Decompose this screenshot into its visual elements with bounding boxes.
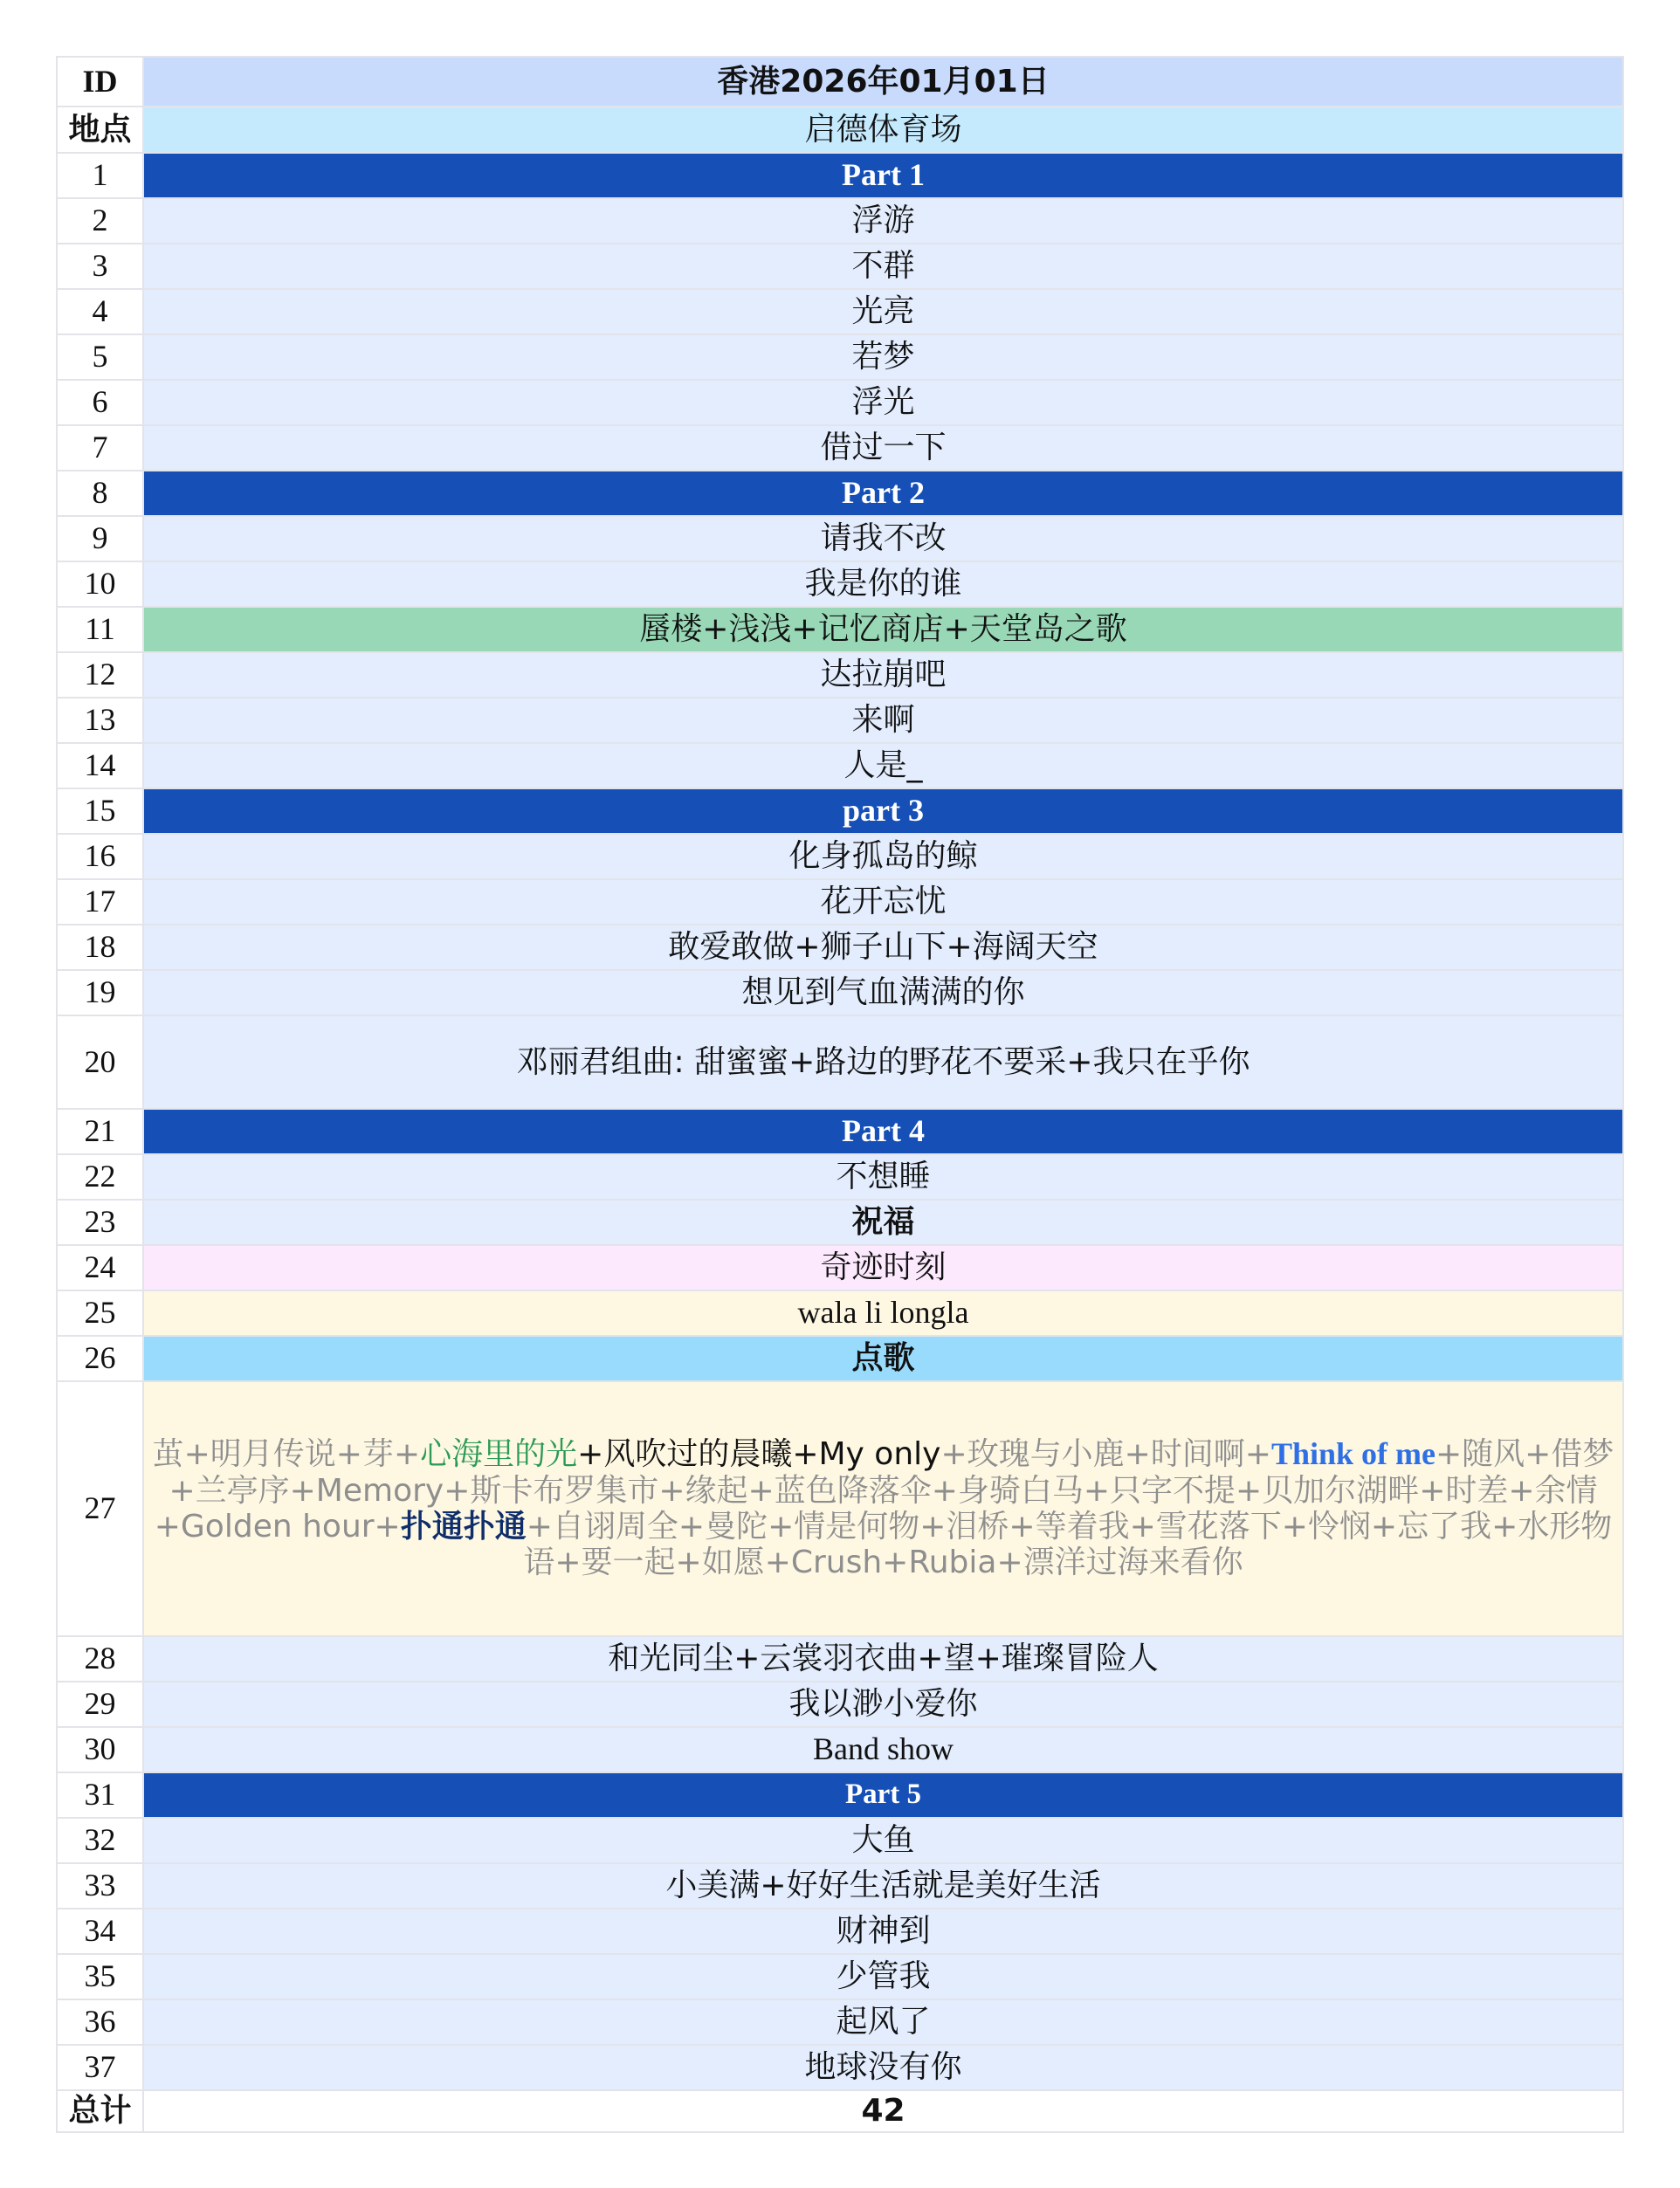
setlist-row — [57, 834, 1623, 879]
setlist-row — [57, 970, 1623, 1015]
setlist-row — [57, 1682, 1623, 1727]
row-id: 36 — [57, 1999, 143, 2045]
row-id: 9 — [57, 516, 143, 561]
part-header-row — [57, 471, 1623, 516]
setlist-row — [57, 607, 1623, 652]
setlist-row — [57, 1290, 1623, 1336]
song-title: 想见到气血满满的你 — [143, 970, 1623, 1015]
setlist-row — [57, 1909, 1623, 1954]
row-id: 19 — [57, 970, 143, 1015]
part-title: Part 5 — [143, 1772, 1623, 1818]
song-title: 化身孤岛的鲸 — [143, 834, 1623, 879]
request-segment: Think of me — [1270, 1436, 1436, 1472]
row-id: 34 — [57, 1909, 143, 1954]
row-id: 14 — [57, 743, 143, 788]
setlist-row — [57, 425, 1623, 471]
part-title: Part 4 — [143, 1109, 1623, 1154]
row-id: 29 — [57, 1682, 143, 1727]
row-id: 20 — [57, 1015, 143, 1109]
setlist-row — [57, 244, 1623, 289]
setlist-row — [57, 2045, 1623, 2090]
setlist-row — [57, 1336, 1623, 1381]
row-id: 30 — [57, 1727, 143, 1772]
setlist-row — [57, 516, 1623, 561]
request-segment: +玫瑰与小鹿+时间啊+ — [940, 1436, 1271, 1473]
total-label: 总计 — [57, 2090, 143, 2132]
song-title: 不群 — [143, 244, 1623, 289]
venue-name: 启德体育场 — [143, 107, 1623, 153]
setlist-row — [57, 1954, 1623, 1999]
song-title: 小美满+好好生活就是美好生活 — [143, 1863, 1623, 1909]
setlist-row — [57, 561, 1623, 607]
part-title: Part 1 — [143, 153, 1623, 198]
setlist-row — [57, 1154, 1623, 1200]
row-id: 3 — [57, 244, 143, 289]
row-id: 6 — [57, 380, 143, 425]
part-header-row — [57, 788, 1623, 834]
song-title: Band show — [143, 1727, 1623, 1772]
song-title: 和光同尘+云裳羽衣曲+望+璀璨冒险人 — [143, 1636, 1623, 1682]
song-title: 花开忘忧 — [143, 879, 1623, 925]
setlist-row — [57, 925, 1623, 970]
setlist-row — [57, 1863, 1623, 1909]
row-id: 22 — [57, 1154, 143, 1200]
setlist-row — [57, 1245, 1623, 1290]
song-title: 祝福 — [143, 1200, 1623, 1245]
setlist-row — [57, 380, 1623, 425]
setlist-row — [57, 1818, 1623, 1863]
part-title: Part 2 — [143, 471, 1623, 516]
request-segment: +风吹过的晨曦+My only — [577, 1436, 941, 1473]
id-column-header: ID — [57, 57, 143, 107]
setlist-row — [57, 1999, 1623, 2045]
row-id: 2 — [57, 198, 143, 244]
row-id: 11 — [57, 607, 143, 652]
song-title: 少管我 — [143, 1954, 1623, 1999]
song-title: 光亮 — [143, 289, 1623, 334]
row-id: 17 — [57, 879, 143, 925]
header-row — [57, 57, 1623, 107]
song-title: 奇迹时刻 — [143, 1245, 1623, 1290]
request-segment: +随风+借梦+兰亭序+Memory+斯卡布罗集市+缘起+蓝色降落伞+身骑白马+只字不提+贝加尔湖畔+时差+余情+Golden hour+ — [154, 1436, 1615, 1545]
part-header-row — [57, 153, 1623, 198]
row-id: 23 — [57, 1200, 143, 1245]
row-id: 32 — [57, 1818, 143, 1863]
song-title: 邓丽君组曲: 甜蜜蜜+路边的野花不要采+我只在乎你 — [143, 1015, 1623, 1109]
song-title: 我是你的谁 — [143, 561, 1623, 607]
row-id: 33 — [57, 1863, 143, 1909]
song-title: wala li longla — [143, 1290, 1623, 1336]
setlist-table — [56, 56, 1624, 2133]
row-id: 27 — [57, 1381, 143, 1636]
song-title: 浮游 — [143, 198, 1623, 244]
song-title: 若梦 — [143, 334, 1623, 380]
row-id: 21 — [57, 1109, 143, 1154]
song-title: 我以渺小爱你 — [143, 1682, 1623, 1727]
row-id: 4 — [57, 289, 143, 334]
row-id: 37 — [57, 2045, 143, 2090]
row-id: 8 — [57, 471, 143, 516]
setlist-row — [57, 1015, 1623, 1109]
song-title: 敢爱敢做+狮子山下+海阔天空 — [143, 925, 1623, 970]
setlist-row — [57, 289, 1623, 334]
row-id: 24 — [57, 1245, 143, 1290]
total-value: 42 — [143, 2090, 1623, 2132]
row-id: 7 — [57, 425, 143, 471]
song-request-header: 点歌 — [143, 1336, 1623, 1381]
song-title: 大鱼 — [143, 1818, 1623, 1863]
row-id: 1 — [57, 153, 143, 198]
song-title: 蜃楼+浅浅+记忆商店+天堂岛之歌 — [143, 607, 1623, 652]
song-title: 起风了 — [143, 1999, 1623, 2045]
setlist-row — [57, 1727, 1623, 1772]
song-title: 不想睡 — [143, 1154, 1623, 1200]
setlist-row — [57, 652, 1623, 698]
song-title: 浮光 — [143, 380, 1623, 425]
row-id: 18 — [57, 925, 143, 970]
song-title: 人是_ — [143, 743, 1623, 788]
song-request-list — [143, 1381, 1623, 1636]
song-title: 来啊 — [143, 698, 1623, 743]
row-id: 26 — [57, 1336, 143, 1381]
song-title: 财神到 — [143, 1909, 1623, 1954]
row-id: 12 — [57, 652, 143, 698]
total-row — [57, 2090, 1623, 2132]
row-id: 5 — [57, 334, 143, 380]
row-id: 28 — [57, 1636, 143, 1682]
setlist-row — [57, 879, 1623, 925]
song-title: 请我不改 — [143, 516, 1623, 561]
row-id: 13 — [57, 698, 143, 743]
row-id: 31 — [57, 1772, 143, 1818]
request-segment: 心海里的光 — [420, 1436, 578, 1473]
part-header-row — [57, 1109, 1623, 1154]
song-title: 借过一下 — [143, 425, 1623, 471]
request-segment: +自诩周全+曼陀+情是何物+泪桥+等着我+雪花落下+怜悯+忘了我+水形物语+要一起+如愿+Crush+Rubia+漂洋过海来看你 — [523, 1509, 1613, 1581]
setlist-row — [57, 698, 1623, 743]
song-title: 地球没有你 — [143, 2045, 1623, 2090]
row-id: 10 — [57, 561, 143, 607]
location-row — [57, 107, 1623, 153]
part-title: part 3 — [143, 788, 1623, 834]
setlist-row — [57, 198, 1623, 244]
song-title: 达拉崩吧 — [143, 652, 1623, 698]
setlist-row — [57, 1200, 1623, 1245]
setlist-row — [57, 1636, 1623, 1682]
request-segment: 茧+明月传说+芽+ — [152, 1436, 421, 1473]
request-segment: 扑通扑通 — [400, 1509, 527, 1545]
location-label: 地点 — [57, 107, 143, 153]
row-id: 25 — [57, 1290, 143, 1336]
concert-title: 香港2026年01月01日 — [143, 57, 1623, 107]
row-id: 35 — [57, 1954, 143, 1999]
setlist-row — [57, 1381, 1623, 1636]
setlist-row — [57, 334, 1623, 380]
setlist-row — [57, 743, 1623, 788]
part-header-row — [57, 1772, 1623, 1818]
row-id: 16 — [57, 834, 143, 879]
row-id: 15 — [57, 788, 143, 834]
